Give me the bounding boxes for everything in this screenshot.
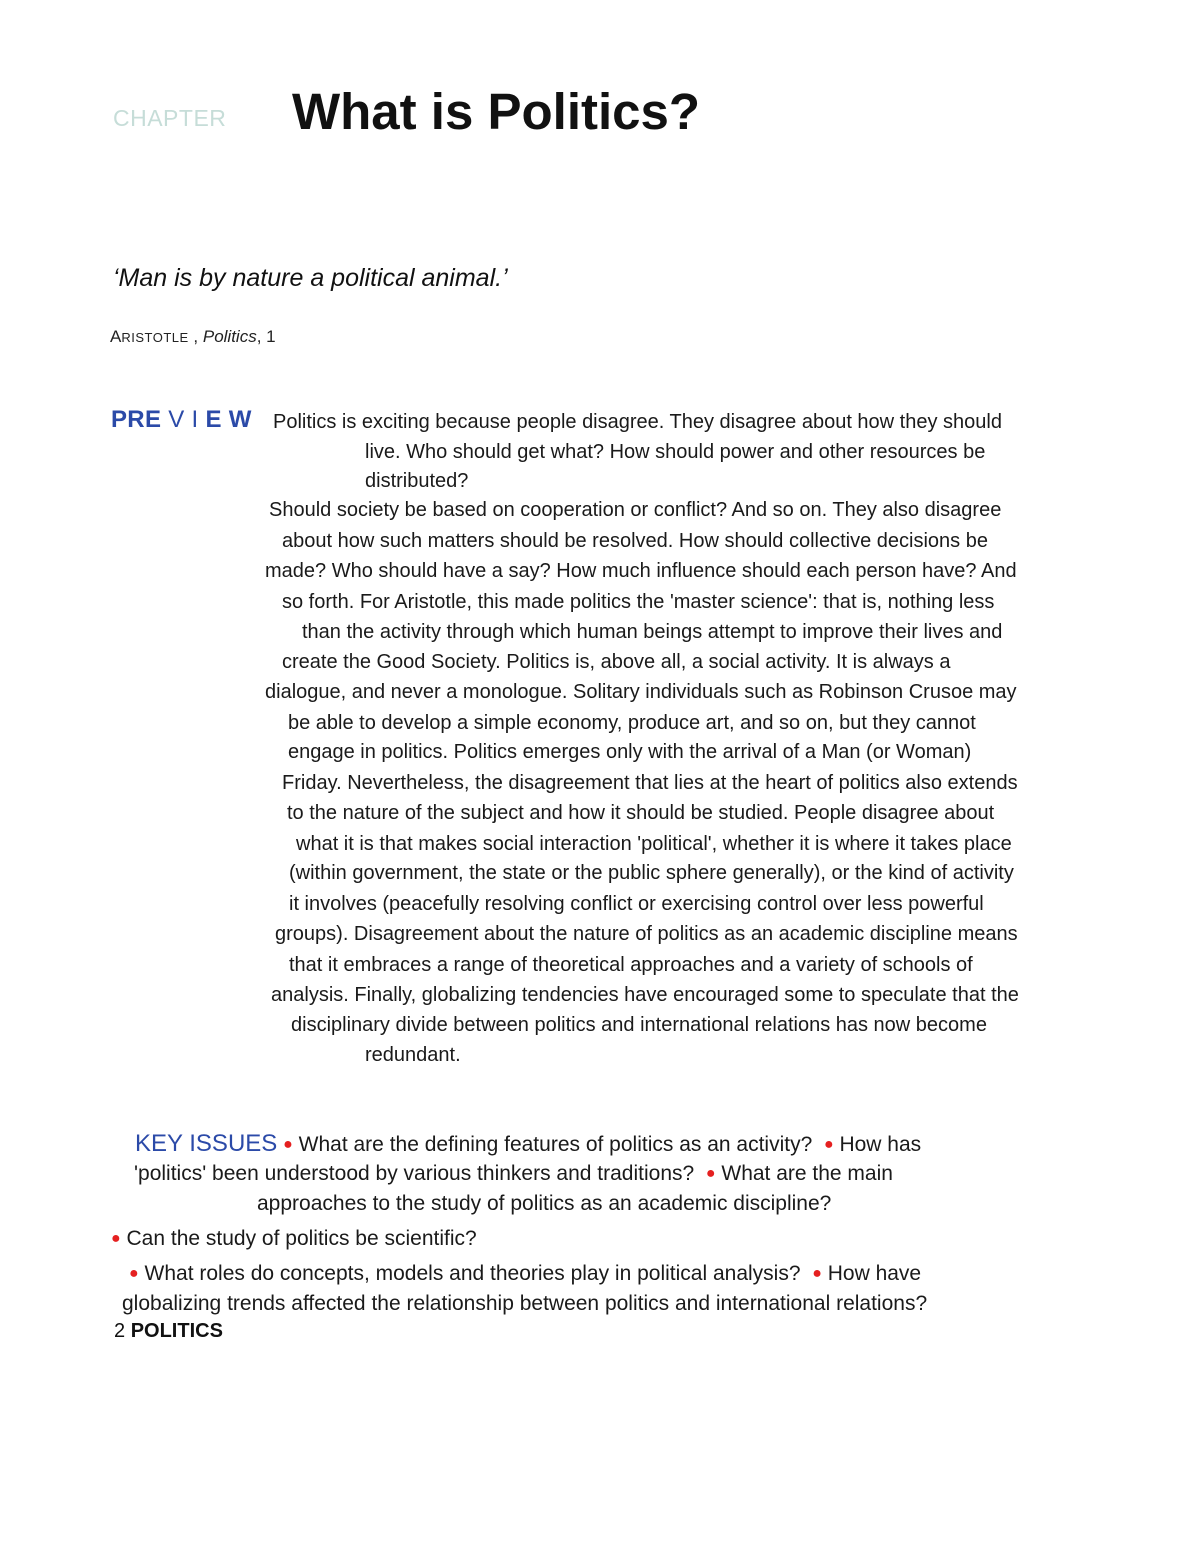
- preview-label-part-1: PRE: [111, 406, 162, 433]
- key-issue-item: 'politics' been understood by various thinkers and traditions?: [134, 1162, 695, 1185]
- running-head-title: POLITICS: [130, 1320, 223, 1342]
- bullet-icon: ●: [812, 1265, 822, 1282]
- preview-line: redundant.: [365, 1044, 461, 1066]
- key-issues-line: [257, 1192, 831, 1216]
- preview-line: so forth. For Aristotle, this made politics the 'master science': that is, nothing less: [282, 591, 995, 613]
- preview-line: what it is that makes social interaction 'political', whether it is where it takes place: [296, 833, 1012, 855]
- author-rest: RISTOTLE: [121, 330, 189, 345]
- key-issues-line: [134, 1162, 893, 1186]
- preview-line: made? Who should have a say? How much influence should each person have? And: [265, 560, 1017, 582]
- epigraph-quote: ‘Man is by nature a political animal.’: [113, 264, 508, 292]
- preview-line: about how such matters should be resolved. How should collective decisions be: [282, 530, 988, 552]
- preview-line: Friday. Nevertheless, the disagreement that lies at the heart of politics also extends: [282, 772, 1018, 794]
- key-issue-item: What roles do concepts, models and theories play in political analysis?: [144, 1262, 801, 1285]
- preview-label-part-3: E W: [205, 406, 252, 433]
- bullet-icon: ●: [111, 1230, 121, 1247]
- preview-label-part-2: V I: [161, 406, 206, 433]
- key-issues-line: [135, 1130, 921, 1158]
- key-issue-item: Can the study of politics be scientific?: [126, 1227, 477, 1250]
- key-issue-item: What are the main: [721, 1162, 893, 1185]
- key-issues-label: KEY ISSUES: [135, 1130, 278, 1157]
- preview-line: that it embraces a range of theoretical approaches and a variety of schools of: [289, 954, 973, 976]
- running-head: [114, 1320, 223, 1343]
- bullet-icon: ●: [823, 1136, 834, 1153]
- preview-line: (within government, the state or the public sphere generally), or the kind of activity: [289, 862, 1014, 884]
- preview-line: than the activity through which human beings attempt to improve their lives and: [302, 621, 1003, 643]
- preview-line: distributed?: [365, 470, 469, 492]
- preview-line: be able to develop a simple economy, produce art, and so on, but they cannot: [288, 712, 976, 734]
- preview-line: it involves (peacefully resolving conflict or exercising control over less powerful: [289, 893, 984, 915]
- page-number: 2: [114, 1320, 126, 1342]
- preview-line: live. Who should get what? How should power and other resources be: [365, 441, 986, 463]
- preview-line: create the Good Society. Politics is, above all, a social activity. It is always a: [282, 651, 951, 673]
- work-title: Politics: [202, 327, 257, 346]
- preview-line: dialogue, and never a monologue. Solitary individuals such as Robinson Crusoe may: [265, 681, 1017, 703]
- key-issue-item: How has: [839, 1133, 922, 1156]
- preview-line: Should society be based on cooperation or conflict? And so on. They also disagree: [269, 499, 1002, 521]
- preview-line: to the nature of the subject and how it should be studied. People disagree about: [287, 802, 995, 824]
- preview-label: [111, 406, 252, 434]
- key-issue-item: What are the defining features of politics as an activity?: [298, 1133, 813, 1156]
- author-initial: A: [110, 327, 122, 346]
- chapter-label: CHAPTER: [113, 105, 227, 131]
- preview-line: disciplinary divide between politics and international relations has now become: [291, 1014, 987, 1036]
- preview-line: engage in politics. Politics emerges only with the arrival of a Man (or Woman): [288, 741, 972, 763]
- work-ref: , 1: [256, 327, 276, 346]
- key-issues-line: [122, 1292, 927, 1316]
- preview-line: groups). Disagreement about the nature of politics as an academic discipline means: [275, 923, 1018, 945]
- epigraph-attribution: [110, 327, 276, 347]
- chapter-title: What is Politics?: [292, 83, 701, 140]
- preview-line: analysis. Finally, globalizing tendencies have encouraged some to speculate that the: [271, 984, 1019, 1006]
- bullet-icon: ●: [129, 1265, 139, 1282]
- attribution-separator: ,: [188, 327, 203, 346]
- bullet-icon: ●: [705, 1165, 716, 1182]
- key-issue-item: globalizing trends affected the relationship between politics and international relations?: [122, 1292, 928, 1315]
- key-issues-line: [111, 1227, 477, 1251]
- key-issue-item: How have: [827, 1262, 922, 1285]
- preview-line: Politics is exciting because people disagree. They disagree about how they should: [273, 411, 1002, 433]
- key-issue-item: approaches to the study of politics as an academic discipline?: [257, 1192, 832, 1215]
- key-issues-line: [129, 1262, 921, 1286]
- bullet-icon: ●: [283, 1136, 293, 1153]
